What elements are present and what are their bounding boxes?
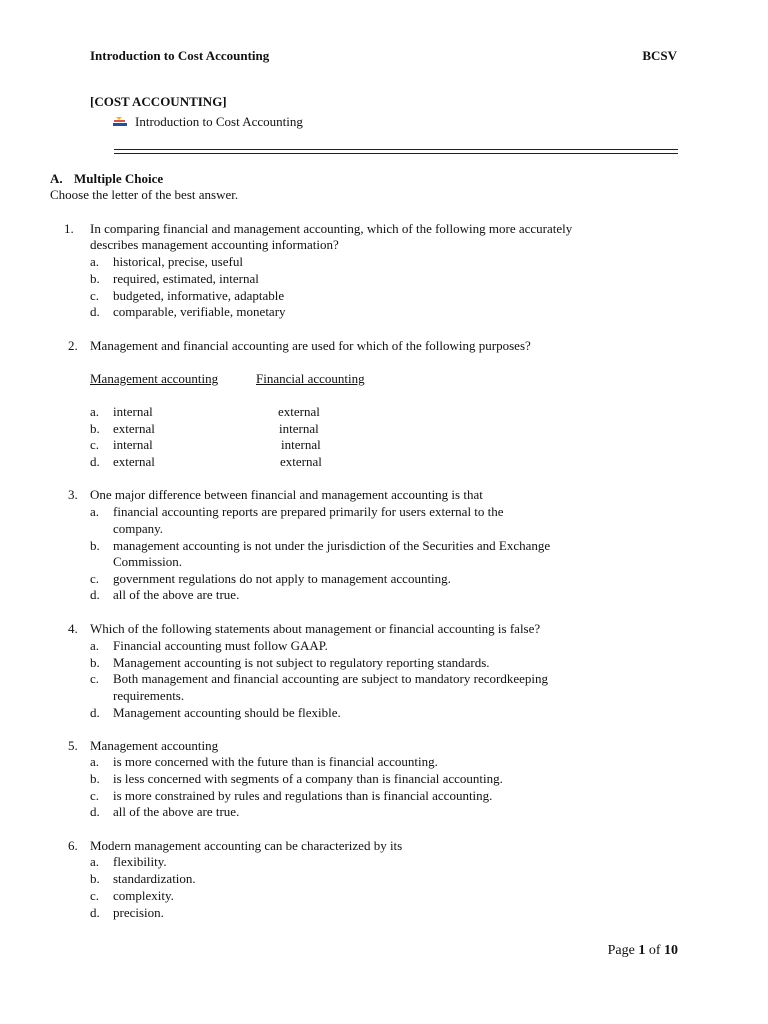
option-letter: b.: [90, 771, 100, 786]
section-instructions: Choose the letter of the best answer.: [50, 187, 239, 202]
option-letter: b.: [90, 538, 100, 553]
option-text: all of the above are true.: [113, 804, 240, 819]
document-title: [COST ACCOUNTING]: [90, 94, 227, 109]
option-text: standardization.: [113, 871, 196, 886]
option-text: comparable, verifiable, monetary: [113, 304, 286, 319]
option-financial-value: internal: [281, 437, 321, 452]
option-text: is more constrained by rules and regulations than is financial accounting.: [113, 788, 493, 803]
option-text: precision.: [113, 905, 164, 920]
option-text: Financial accounting must follow GAAP.: [113, 638, 328, 653]
option-text: Management accounting should be flexible.: [113, 705, 341, 720]
option-letter: c.: [90, 671, 100, 686]
option-text: is more concerned with the future than is financial accounting.: [113, 754, 438, 769]
option-letter: a.: [90, 638, 100, 653]
option-text: historical, precise, useful: [113, 254, 243, 269]
option-text-cont: company.: [113, 521, 164, 536]
current-page: 1: [638, 943, 646, 958]
option-letter: a.: [90, 254, 100, 269]
option-text: Both management and financial accounting are subject to mandatory recordkeeping: [113, 671, 548, 686]
option-text: flexibility.: [113, 854, 167, 869]
option-text: Management accounting is not subject to regulatory reporting standards.: [113, 655, 490, 670]
option-letter: d.: [90, 587, 100, 602]
section-heading: Multiple Choice: [74, 171, 164, 186]
option-financial-value: external: [280, 454, 322, 469]
question-2-number: 2.: [68, 338, 78, 353]
question-1-text-cont: describes management accounting information?: [90, 237, 339, 252]
option-letter: c.: [90, 437, 100, 452]
option-letter: b.: [90, 421, 100, 436]
option-letter: b.: [90, 655, 100, 670]
arrow-bullet-icon: [113, 117, 127, 126]
option-letter: a.: [90, 504, 100, 519]
option-letter: a.: [90, 854, 100, 869]
column-header-management: Management accounting: [90, 371, 219, 386]
option-text: financial accounting reports are prepared primarily for users external to the: [113, 504, 504, 519]
option-financial-value: internal: [279, 421, 319, 436]
option-letter: d.: [90, 705, 100, 720]
option-letter: d.: [90, 905, 100, 920]
option-letter: d.: [90, 304, 100, 319]
option-management-value: internal: [113, 437, 153, 452]
option-letter: c.: [90, 888, 100, 903]
option-text-cont: Commission.: [113, 554, 182, 569]
question-3-text: One major difference between financial and management accounting is that: [90, 487, 483, 502]
question-3-number: 3.: [68, 487, 78, 502]
option-letter: c.: [90, 788, 100, 803]
option-financial-value: external: [278, 404, 320, 419]
option-letter: a.: [90, 754, 100, 769]
question-1-number: 1.: [64, 221, 74, 236]
option-letter: b.: [90, 871, 100, 886]
running-header-title: Introduction to Cost Accounting: [90, 48, 270, 63]
option-letter: b.: [90, 271, 100, 286]
question-5-number: 5.: [68, 738, 78, 753]
double-rule-top: [114, 149, 678, 150]
option-letter: d.: [90, 804, 100, 819]
option-text: required, estimated, internal: [113, 271, 259, 286]
option-management-value: external: [113, 421, 155, 436]
question-4-text: Which of the following statements about management or financial accounting is false?: [90, 621, 541, 636]
option-text: budgeted, informative, adaptable: [113, 288, 285, 303]
question-4-number: 4.: [68, 621, 78, 636]
option-letter: c.: [90, 571, 100, 586]
of-label: of: [648, 943, 661, 958]
option-text: is less concerned with segments of a company than is financial accounting.: [113, 771, 503, 786]
option-text: complexity.: [113, 888, 174, 903]
question-6-number: 6.: [68, 838, 78, 853]
option-text: government regulations do not apply to management accounting.: [113, 571, 451, 586]
column-header-financial: Financial accounting: [256, 371, 365, 386]
option-letter: a.: [90, 404, 100, 419]
question-2-text: Management and financial accounting are used for which of the following purposes?: [90, 338, 531, 353]
option-management-value: external: [113, 454, 155, 469]
option-text-cont: requirements.: [113, 688, 185, 703]
option-letter: c.: [90, 288, 100, 303]
running-header-code: BCSV: [642, 48, 677, 63]
option-management-value: internal: [113, 404, 153, 419]
page-number-footer: [608, 943, 678, 959]
question-5-text: Management accounting: [90, 738, 219, 753]
section-letter: A.: [50, 171, 63, 186]
option-text: management accounting is not under the jurisdiction of the Securities and Exchange: [113, 538, 551, 553]
question-1-text: In comparing financial and management accounting, which of the following more accurately: [90, 221, 573, 236]
option-text: all of the above are true.: [113, 587, 240, 602]
double-rule-bottom: [114, 153, 678, 154]
option-letter: d.: [90, 454, 100, 469]
question-6-text: Modern management accounting can be characterized by its: [90, 838, 403, 853]
subtitle-bullet-text: Introduction to Cost Accounting: [135, 114, 303, 129]
page-label: Page: [607, 943, 635, 958]
total-pages: 10: [664, 943, 678, 958]
